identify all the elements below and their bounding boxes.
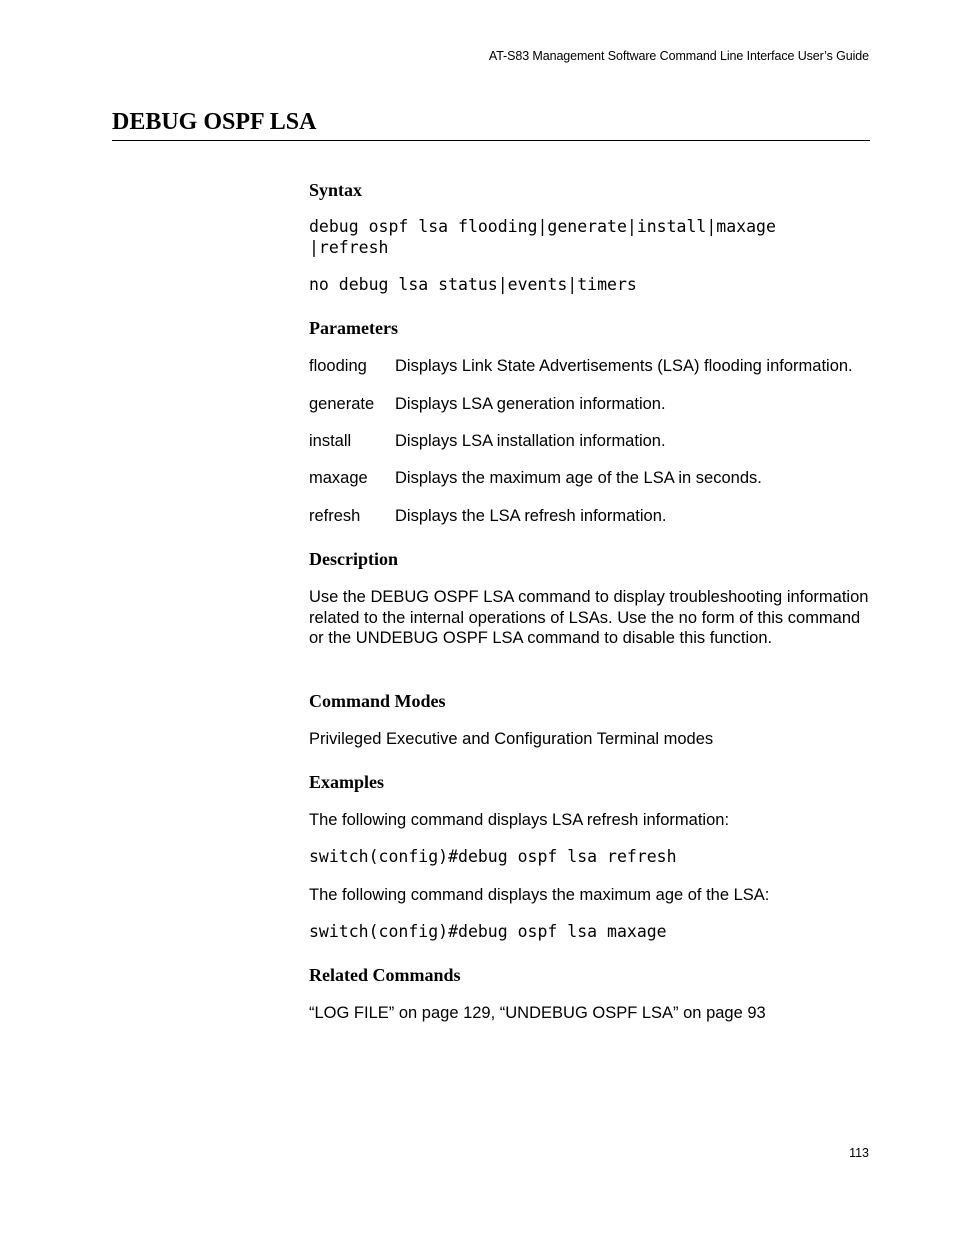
syntax-line-3: no debug lsa status|events|timers xyxy=(309,275,637,294)
example-intro-2: The following command displays the maximum age of the LSA: xyxy=(309,886,770,904)
parameter-name: maxage xyxy=(309,469,368,487)
parameter-description: Displays the LSA refresh information. xyxy=(395,507,667,525)
parameter-row-refresh xyxy=(309,506,874,528)
related-commands-heading: Related Commands xyxy=(309,965,461,985)
description-heading: Description xyxy=(309,549,398,569)
example-intro-1: The following command displays LSA refresh information: xyxy=(309,811,730,829)
example-code-2: switch(config)#debug ospf lsa maxage xyxy=(309,922,667,941)
parameter-description: Displays LSA generation information. xyxy=(395,395,666,413)
command-modes-text: Privileged Executive and Configuration Terminal modes xyxy=(309,730,714,748)
syntax-line-1: debug ospf lsa flooding|generate|install|maxage xyxy=(309,217,776,236)
examples-heading: Examples xyxy=(309,772,385,792)
parameter-description: Displays LSA installation information. xyxy=(395,432,666,450)
syntax-line-2: |refresh xyxy=(309,238,389,257)
page-title: DEBUG OSPF LSA xyxy=(112,109,317,135)
parameter-name: flooding xyxy=(309,357,367,375)
parameters-heading: Parameters xyxy=(309,318,398,338)
parameter-description: Displays Link State Advertisements (LSA) flooding information. xyxy=(395,357,853,375)
parameter-row-generate xyxy=(309,394,874,416)
related-commands-text: “LOG FILE” on page 129, “UNDEBUG OSPF LSA” on page 93 xyxy=(309,1004,766,1022)
page-number: 113 xyxy=(849,1146,869,1160)
command-modes-heading: Command Modes xyxy=(309,691,446,711)
parameter-row-flooding xyxy=(309,356,874,378)
parameter-description: Displays the maximum age of the LSA in seconds. xyxy=(395,469,762,487)
parameter-name: generate xyxy=(309,395,375,413)
parameter-name: refresh xyxy=(309,507,361,525)
parameter-row-install xyxy=(309,431,874,453)
description-text: Use the DEBUG OSPF LSA command to display troubleshooting information related to the internal operations of LSAs. Use the no form of this command or the UNDEBUG OSPF LSA command to disable this function. xyxy=(309,588,869,647)
syntax-heading: Syntax xyxy=(309,180,363,200)
example-code-1: switch(config)#debug ospf lsa refresh xyxy=(309,847,677,866)
running-header: AT-S83 Management Software Command Line Interface User’s Guide xyxy=(488,49,869,63)
parameter-name: install xyxy=(309,432,352,450)
title-divider xyxy=(112,140,870,141)
parameter-row-maxage xyxy=(309,468,874,490)
